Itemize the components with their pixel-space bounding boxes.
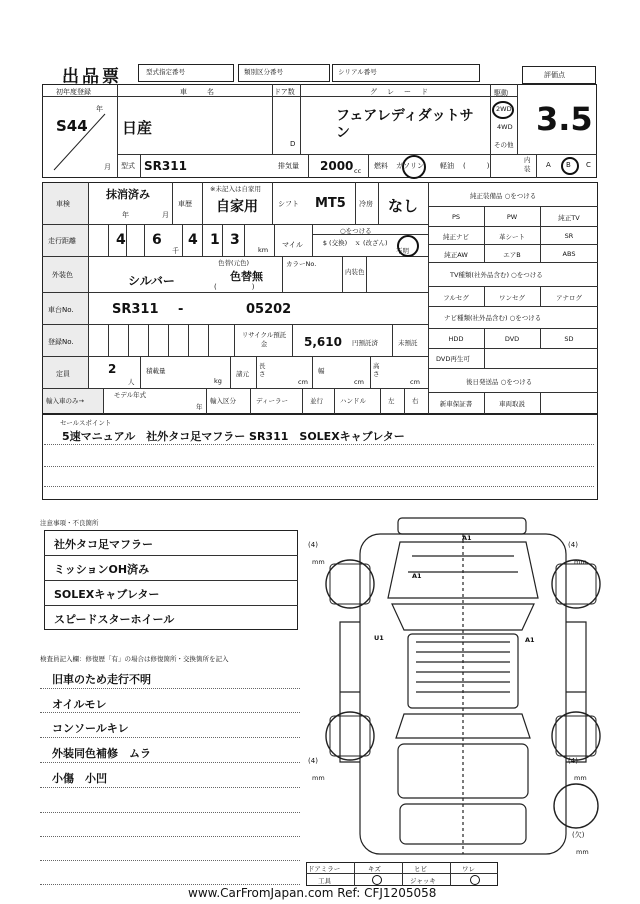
inspector-item-2: オイルモレ [52,698,107,711]
tv-oneseg: ワンセグ [499,294,525,302]
car-damage-diagram [300,512,610,884]
inspector-item-5: 小傷 小凹 [52,772,107,785]
car-name-label: 車名 [180,88,234,96]
note-item-3: SOLEXキャブレター [54,588,160,601]
mile-label: マイル [282,241,303,249]
grade-label: グレード [370,88,438,96]
tire-rear-right-unit: mm [574,774,587,782]
tire-front-left-unit: mm [312,558,325,566]
mile-option-unknown: 不明 [396,247,409,255]
recycle-unpaid: 未預託 [398,339,418,347]
grade-value: フェアレディダットサン [336,108,474,141]
type-cert-label: 型式指定番号 [146,68,185,76]
ext-color-value: シルバー [128,274,175,288]
mileage-digit-5: 3 [230,232,240,248]
import-year-unit: 年 [196,403,203,411]
capacity-label: 定員 [56,370,70,378]
shift-value: MT5 [315,196,346,211]
right-label: 右 [412,397,419,405]
drive-option-4wd: 4WD [497,123,513,131]
legend-crack: ヒビ [414,865,427,873]
damage-mark-hood: A1 [412,572,422,580]
first-reg-value: S44 [56,117,88,135]
navi-hdd: HDD [448,335,464,343]
doors-d: D [290,140,296,148]
chassis-number: 05202 [246,302,292,317]
dims-label: 諸元 [236,370,249,378]
parallel-label: 並行 [310,397,323,405]
fuel-circle [402,155,426,179]
light-oil-label: 軽油 [440,162,454,170]
cc-unit: cc [354,167,362,175]
first-reg-slash [50,110,110,175]
equip-leather: 革シート [499,233,525,241]
note-item-4: スピードスターホイール [54,613,175,626]
shaken-label: 車検 [56,200,70,208]
equip-navi: 純正ナビ [443,233,469,241]
tire-rear-right: (4) [568,757,578,765]
recycle-label: リサイクル預託金 [241,331,287,348]
navi-sd: SD [564,335,574,343]
mile-option-exchange: $ (交換) [322,239,348,247]
month-unit: 月 [162,211,169,219]
doors-label: ドア数 [274,88,295,96]
cm-unit-1: cm [298,378,308,386]
equip-aw: 純正AW [444,251,468,259]
width-label: 幅 [318,367,325,375]
reg-no-label: 登録No. [48,338,74,346]
note-item-1: 社外タコ足マフラー [54,538,153,551]
rating-label: 評価点 [544,71,565,79]
shaken-value: 抹消済み [106,188,150,201]
legend-tools: 工具 [318,877,331,885]
jack-check-circle [470,875,480,885]
color-no-label: カラーNo. [286,260,317,268]
serial-label: シリアル番号 [338,68,377,76]
mileage-digit-1: 4 [116,232,126,248]
length-label: 長さ [259,362,266,378]
load-label: 積載量 [146,367,166,375]
equip-tv: 純正TV [558,214,580,222]
mile-option-tampered: ｘ (改ざん) [354,239,388,247]
tire-front-right: (4) [568,541,578,549]
chassis-dash: - [178,302,184,317]
chassis-prefix: SR311 [112,302,159,317]
page-title: 出品票 [62,67,122,87]
int-color-label: 内装色 [345,268,365,276]
ext-color-label: 外装色 [52,271,73,279]
body-type-note: ※未記入は自家用 [210,185,261,193]
year-unit: 年 [122,211,129,219]
model-label: 型式 [121,162,135,170]
chassis-label: 車台No. [48,306,74,314]
equip-airbag: エアB [503,251,521,259]
interior-grade-c: C [586,161,591,169]
import-class-label: 輸入区分 [210,397,236,405]
inspector-item-3: コンソールキレ [52,722,129,735]
displacement-value: 2000 [320,159,354,173]
dealer-label: ディーラー [256,397,288,405]
dvd-label: DVD再生可 [436,355,470,363]
category-label: 類別区分番号 [244,68,283,76]
drive-option-2wd: 2WD [496,105,512,113]
tire-front-left: (4) [308,541,318,549]
later-manual: 車両取説 [499,400,525,408]
mileage-label: 走行距離 [48,237,76,245]
inspector-item-1: 旧車のため走行不明 [52,673,151,686]
drive-option-other: その他 [494,141,514,149]
interior-grade-a: A [546,161,551,169]
equip-sr: SR [564,232,574,240]
damage-mark-left: U1 [374,634,384,642]
month-suffix: 月 [104,163,111,171]
cm-unit-2: cm [354,378,364,386]
legend-break: ワレ [462,865,475,873]
mile-unknown-circle [397,235,419,257]
recycle-status: 円預託済 [352,339,378,347]
tv-title: TV種類(社外品含む) ○をつける [450,271,543,279]
navi-dvd: DVD [504,335,520,343]
mileage-digit-4: 1 [210,232,220,248]
year-suffix: 年 [96,105,103,113]
mileage-digit-3: 4 [188,232,198,248]
body-type-value: 自家用 [216,199,258,215]
displacement-label: 排気量 [278,162,299,170]
tv-fullseg: フルセグ [443,294,469,302]
equip-pw: PW [506,213,518,221]
make-value: 日産 [122,119,153,137]
watermark: www.CarFromJapan.com Ref: CFJ1205058 [188,886,437,900]
interior-b-circle [561,157,579,175]
first-reg-label: 初年度登録 [56,88,91,96]
tire-rear-left: (4) [308,757,318,765]
interior-label: 内装 [524,156,531,173]
legend-jack: ジャッキ [410,877,436,885]
left-label: 左 [388,397,395,405]
sales-point-label: セールスポイント [60,419,112,427]
capacity-value: 2 [108,362,117,376]
body-type-label: 車歴 [178,200,192,208]
light-oil-paren: ( ) [463,162,490,170]
cm-unit-3: cm [410,378,420,386]
legend-mirror: ドアミラー [308,865,341,873]
notes-label: 注意事項・不良箇所 [40,519,99,527]
thousand-unit: 千 [172,247,179,255]
tire-front-right-unit: mm [574,558,587,566]
tv-analog: アナログ [556,294,582,302]
shift-label: シフト [278,200,299,208]
rating-value: 3.5 [536,100,593,138]
repaint-paren: ( ) [214,283,255,291]
handle-label: ハンドル [340,397,366,405]
equipment-title: 純正装備品 ○をつける [470,192,537,200]
note-item-2: ミッションOH済み [54,563,150,576]
person-unit: 人 [128,378,135,386]
navi-title: ナビ種類(社外品含む) ○をつける [444,314,542,322]
mile-options-title: ○をつける [340,227,372,235]
kg-unit: kg [214,377,222,385]
model-year-label: モデル年式 [113,391,147,399]
model-value: SR311 [144,159,187,173]
drive-label: 駆動 [494,89,508,97]
equip-abs: ABS [562,250,576,258]
spare-tire-unit: mm [576,848,589,856]
import-label: 輸入車のみ→ [46,397,84,405]
sales-point-text: 5速マニュアル 社外タコ足マフラー SR311 SOLEXキャブレター [62,430,405,443]
interior-grade-b: B [566,161,571,169]
km-unit: km [258,246,269,254]
recycle-value: 5,610 [304,335,342,349]
ac-value: なし [388,197,419,215]
mileage-digit-2: 6 [152,232,162,248]
later-title: 後日発送品 ○をつける [466,378,533,386]
repaint-label: 色替(元色) [218,259,250,267]
damage-mark-front: A1 [462,534,472,542]
fuel-value: ガソリン [396,162,424,170]
tire-rear-left-unit: mm [312,774,325,782]
fuel-label: 燃料 [374,162,388,170]
inspector-label: 検査員記入欄：修復歴「有」の場合は修復箇所・交換箇所を記入 [40,655,229,663]
ac-label: 冷房 [359,200,373,208]
later-warranty: 新車保証書 [439,400,473,408]
inspector-item-4: 外装同色補修 ムラ [52,747,151,760]
height-label: 高さ [373,362,380,378]
legend-scratch: キズ [368,865,381,873]
drive-2wd-circle [492,101,514,119]
repaint-value: 色替無 [230,270,263,283]
spare-tire-value: (欠) [572,831,585,839]
sales-point-box [42,414,598,500]
equip-ps: PS [451,213,461,221]
tools-check-circle [372,875,382,885]
damage-mark-right: A1 [525,636,535,644]
